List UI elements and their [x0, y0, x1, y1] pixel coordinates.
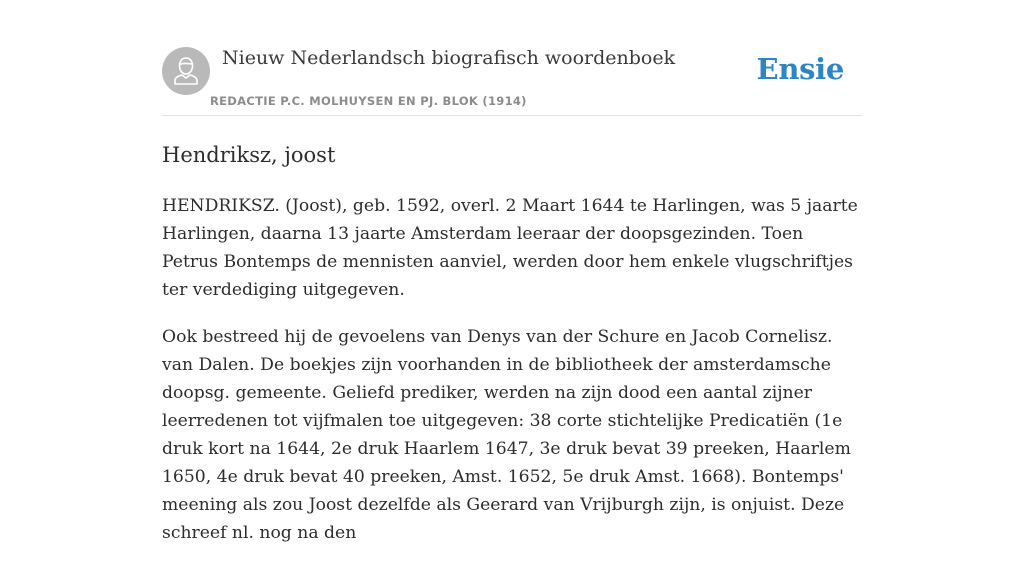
entry-title: Hendriksz, joost: [162, 143, 336, 167]
entry-content: [162, 192, 862, 566]
user-silhouette-icon: [162, 47, 210, 95]
source-title[interactable]: Nieuw Nederlandsch biografisch woordenboek: [222, 47, 676, 69]
source-subtitle: REDACTIE P.C. MOLHUYSEN EN PJ. BLOK (1914): [210, 94, 527, 108]
entry-paragraph: Ook bestreed hij de gevoelens van Denys van der Schure en Jacob Cornelisz. van Dalen. De boekjes zijn voorhanden in de bibliotheek der amsterdamsche doopsg. gemeente. Geliefd prediker, werden na zijn dood een aantal zijner leerredenen tot vijfmalen toe uitgegeven: 38 corte stichtelijke Predicatiën (1e druk kort na 1644, 2e druk Haarlem 1647, 3e druk bevat 39 preeken, Haarlem 1650, 4e druk bevat 40 preeken, Amst. 1652, 5e druk Amst. 1668). Bontemps' meening als zou Joost dezelfde als Geerard van Vrijburgh zijn, is onjuist. Deze schreef nl. nog na den: [162, 327, 851, 543]
entry-paragraph: HENDRIKSZ. (Joost), geb. 1592, overl. 2 Maart 1644 te Harlingen, was 5 jaarte Harlingen, daarna 13 jaarte Amsterdam leeraar der doopsgezinden. Toen Petrus Bontemps de mennisten aanviel, werden door hem enkele vlugschriftjes ter verdediging uitgegeven.: [162, 196, 858, 300]
ensie-logo[interactable]: Ensie: [756, 52, 844, 86]
source-header: [162, 46, 862, 116]
